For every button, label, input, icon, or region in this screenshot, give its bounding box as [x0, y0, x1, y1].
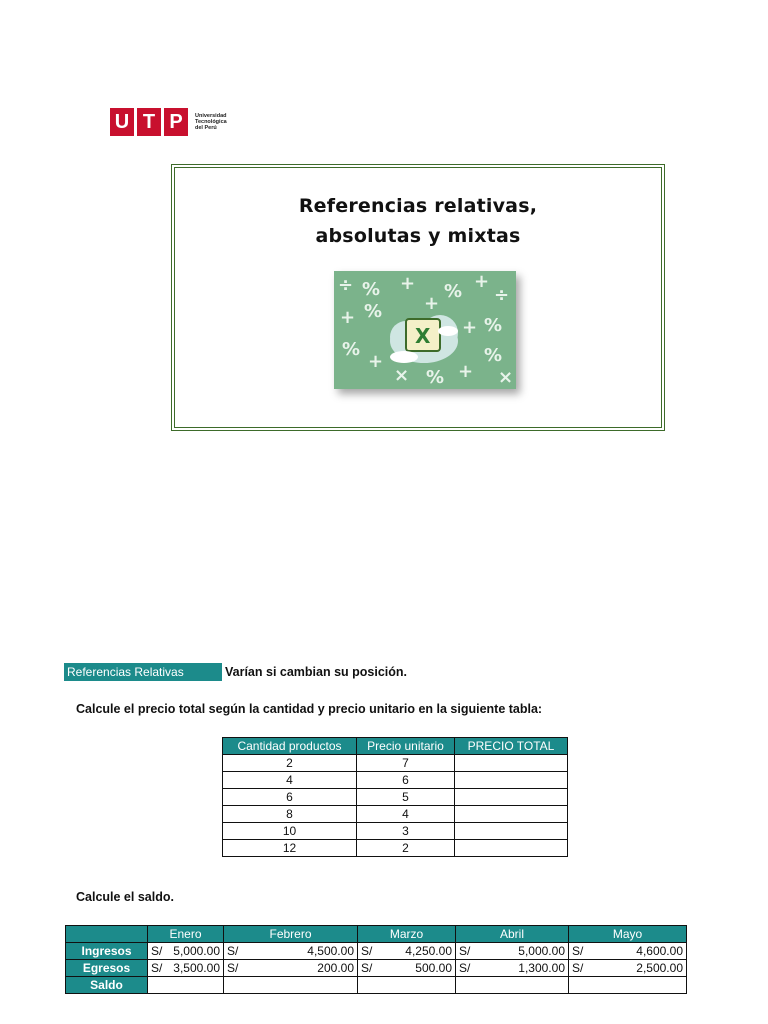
svg-text:%: % — [362, 279, 381, 300]
header-enero: Enero — [148, 926, 224, 943]
instruction-price: Calcule el precio total según la cantidad y precio unitario en la siguiente tabla: — [76, 702, 543, 716]
saldo-table — [65, 925, 687, 994]
title-line1: Referencias relativas, — [298, 195, 538, 217]
cell[interactable] — [455, 755, 568, 772]
svg-text:+: + — [400, 273, 416, 294]
cell[interactable] — [455, 823, 568, 840]
cell[interactable]: 5 — [357, 789, 455, 806]
cell[interactable] — [358, 943, 456, 960]
currency: S/ — [572, 944, 584, 958]
table-row — [223, 755, 568, 772]
cell[interactable] — [148, 977, 224, 994]
cell[interactable]: 2 — [223, 755, 357, 772]
svg-text:%: % — [484, 345, 503, 366]
value: 4,250.00 — [405, 944, 452, 958]
currency: S/ — [361, 944, 373, 958]
svg-text:%: % — [342, 339, 361, 360]
cell[interactable]: 7 — [357, 755, 455, 772]
cell[interactable]: 8 — [223, 806, 357, 823]
cell[interactable]: 2 — [357, 840, 455, 857]
cell[interactable]: 4 — [223, 772, 357, 789]
currency: S/ — [151, 961, 163, 975]
cell[interactable] — [455, 840, 568, 857]
title-line2: absolutas y mixtas — [315, 225, 521, 247]
logo-letter-t: T — [137, 108, 161, 136]
page-title — [172, 191, 664, 251]
svg-text:×: × — [498, 367, 514, 388]
logo-letter-u: U — [110, 108, 134, 136]
row-label-saldo: Saldo — [66, 977, 148, 994]
value: 500.00 — [415, 961, 452, 975]
logo-subtitle — [195, 113, 227, 131]
title-frame — [171, 164, 665, 431]
svg-text:+: + — [424, 293, 440, 314]
currency: S/ — [227, 961, 239, 975]
currency: S/ — [459, 944, 471, 958]
currency: S/ — [151, 944, 163, 958]
currency: S/ — [572, 961, 584, 975]
cell[interactable] — [455, 789, 568, 806]
value: 5,000.00 — [518, 944, 565, 958]
value: 3,500.00 — [173, 961, 220, 975]
header-precio-unitario: Precio unitario — [357, 738, 455, 755]
currency: S/ — [227, 944, 239, 958]
value: 2,500.00 — [636, 961, 683, 975]
currency: S/ — [361, 961, 373, 975]
cell[interactable] — [148, 943, 224, 960]
cell[interactable] — [456, 960, 569, 977]
value: 1,300.00 — [518, 961, 565, 975]
cell[interactable] — [569, 943, 687, 960]
header-abril: Abril — [456, 926, 569, 943]
cell[interactable] — [358, 960, 456, 977]
value: 200.00 — [317, 961, 354, 975]
svg-text:+: + — [462, 317, 478, 338]
svg-text:+: + — [340, 307, 356, 328]
cell[interactable]: 6 — [357, 772, 455, 789]
table-row — [223, 789, 568, 806]
logo-letter-p: P — [164, 108, 188, 136]
table-row — [223, 806, 568, 823]
logo-line3: del Perú — [195, 125, 217, 131]
table-row — [223, 840, 568, 857]
row-label-egresos: Egresos — [66, 960, 148, 977]
section-description: Varían si cambian su posición. — [225, 665, 408, 679]
svg-text:%: % — [426, 367, 445, 388]
svg-text:X: X — [415, 324, 431, 348]
utp-logo — [110, 108, 227, 136]
table-row — [223, 772, 568, 789]
cell[interactable] — [455, 772, 568, 789]
cell[interactable]: 10 — [223, 823, 357, 840]
cell[interactable]: 4 — [357, 806, 455, 823]
header-precio-total: PRECIO TOTAL — [455, 738, 568, 755]
cell[interactable] — [224, 977, 358, 994]
cell[interactable] — [569, 960, 687, 977]
svg-text:×: × — [394, 365, 410, 386]
header-febrero: Febrero — [224, 926, 358, 943]
cell[interactable]: 6 — [223, 789, 357, 806]
excel-cloud-icon — [334, 271, 516, 389]
table-row — [66, 960, 687, 977]
cell[interactable] — [455, 806, 568, 823]
header-corner — [66, 926, 148, 943]
value: 5,000.00 — [173, 944, 220, 958]
value: 4,600.00 — [636, 944, 683, 958]
svg-text:%: % — [484, 315, 503, 336]
instruction-saldo: Calcule el saldo. — [76, 890, 174, 904]
cell[interactable] — [456, 977, 569, 994]
table-row — [223, 823, 568, 840]
table-row — [66, 977, 687, 994]
logo-line1: Universidad — [195, 113, 227, 119]
svg-text:+: + — [474, 271, 490, 292]
cell[interactable] — [224, 943, 358, 960]
row-label-ingresos: Ingresos — [66, 943, 148, 960]
cell[interactable]: 3 — [357, 823, 455, 840]
cell[interactable]: 12 — [223, 840, 357, 857]
header-mayo: Mayo — [569, 926, 687, 943]
header-marzo: Marzo — [358, 926, 456, 943]
svg-text:+: + — [458, 361, 474, 382]
cell[interactable] — [456, 943, 569, 960]
cell[interactable] — [224, 960, 358, 977]
svg-text:+: + — [368, 351, 384, 372]
cell[interactable] — [148, 960, 224, 977]
logo-line2: Tecnológica — [195, 119, 227, 125]
excel-illustration — [334, 271, 516, 389]
price-table — [222, 737, 568, 857]
svg-text:%: % — [364, 301, 383, 322]
section-label: Referencias Relativas — [64, 663, 222, 681]
table-row — [66, 943, 687, 960]
svg-text:÷: ÷ — [338, 275, 354, 296]
value: 4,500.00 — [307, 944, 354, 958]
cell[interactable] — [569, 977, 687, 994]
cell[interactable] — [358, 977, 456, 994]
svg-text:÷: ÷ — [494, 285, 510, 306]
svg-text:%: % — [444, 281, 463, 302]
header-cantidad: Cantidad productos — [223, 738, 357, 755]
currency: S/ — [459, 961, 471, 975]
